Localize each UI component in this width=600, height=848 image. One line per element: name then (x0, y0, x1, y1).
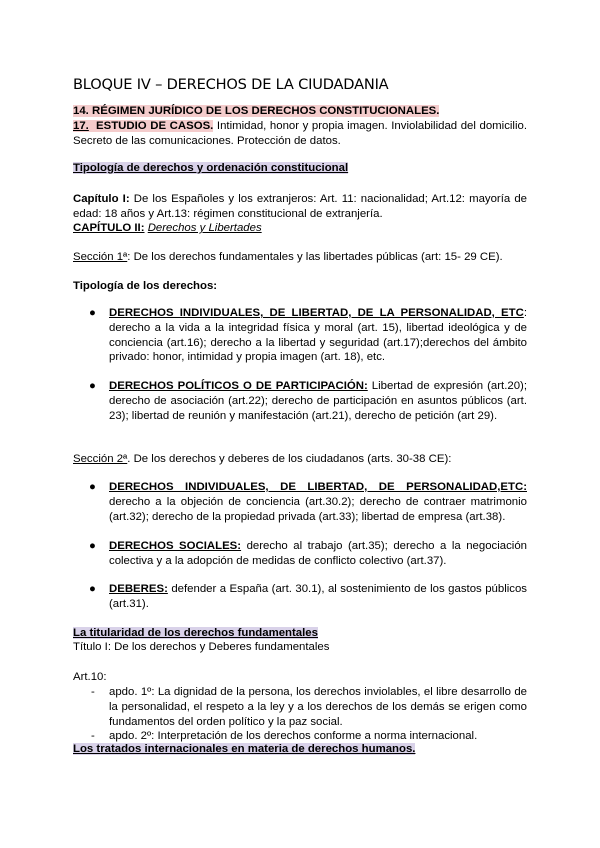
bullet-head: DERECHOS SOCIALES: (109, 540, 242, 552)
bullet-text: defender a España (art. 30.1), al sostenimiento de los gastos públicos (art.31). (109, 583, 527, 610)
art10-label: Art.10: (73, 671, 107, 683)
list-item: ● DERECHOS SOCIALES: derecho al trabajo (art.35); derecho a la negociación colectiva y a la adopción de medidas de conflicto colectivo (art.37). (89, 540, 527, 567)
capitulo-1 (73, 192, 527, 222)
seccion-2-label: Sección 2ª (73, 453, 128, 465)
capitulo-1-label: Capítulo I: (73, 193, 130, 205)
topics-block (73, 104, 527, 148)
topic-17-number: 17. (73, 119, 89, 132)
bullet-list-seccion-2a (73, 480, 527, 524)
topic-17-description: Intimidad, honor y propia imagen. Inviolabilidad del domicilio. Secreto de las comunicaciones. Protección de datos. (73, 119, 527, 147)
art10-item-text: apdo. 2º: Interpretación de los derechos conforme a norma internacional. (109, 730, 478, 743)
list-item: ● DERECHOS POLÍTICOS O DE PARTICIPACIÓN: Libertad de expresión (art.20); derecho de asociación (art.22); derecho de participación en asuntos públicos (art. 23); libertad de reunión y manifestación (art.21), derecho de petición (art 29). (89, 380, 528, 422)
seccion-2-text: . De los derechos y deberes de los ciudadanos (arts. 30-38 CE): (127, 453, 452, 465)
capitulo-2 (73, 221, 527, 236)
bullet-head: DEBERES: (109, 583, 168, 595)
capitulo-1-text: De los Españoles y los extranjeros: Art. 11: nacionalidad; Art.12: mayoría de edad: 18 años y Art.13: régimen constitucional de extranjería. (73, 193, 528, 220)
topic-17-title: ESTUDIO DE CASOS. (96, 119, 214, 132)
titularidad-heading (73, 626, 527, 641)
seccion-2 (73, 452, 527, 467)
tratados-heading (73, 742, 527, 757)
bullet-text: derecho a la objeción de conciencia (art.30.2); derecho de contraer matrimonio (art.32); derecho de la propiedad privada (art.33); libertad de empresa (art.38). (109, 495, 527, 523)
list-item: - apdo. 1º: La dignidad de la persona, los derechos inviolables, el libre desarrollo de la personalidad, el respeto a la ley y a los derechos de los demás se erigen como fundamentos del orden político y la paz social. (91, 686, 527, 728)
list-item: ● DERECHOS INDIVIDUALES, DE LIBERTAD, DE LA PERSONALIDAD, ETC: derecho a la vida a la integridad física y moral (art. 15), libertad ideológica y de conciencia (art.16); derecho a la libertad y seguridad (art.17);derechos del ámbito privado: honor, intimidad y propia imagen (art. 18), etc. (89, 307, 527, 364)
art10-list (73, 685, 527, 744)
titularidad-heading-text: La titularidad de los derechos fundamentales (73, 627, 318, 639)
capitulo-2-label: CAPÍTULO II: (73, 222, 145, 234)
bullet-head: DERECHOS INDIVIDUALES, DE LIBERTAD, DE PERSONALIDAD,ETC: (109, 481, 527, 493)
section-heading-tipologia (73, 161, 527, 176)
titularidad-sub: Título I: De los derechos y Deberes fundamentales (73, 641, 330, 653)
bullet-list-seccion-1 (73, 306, 527, 365)
seccion-1 (73, 250, 527, 265)
bullet-text: derecho al trabajo (art.35); derecho a la negociación colectiva y a la adopción de medidas de conflicto colectivo (art.37). (109, 540, 527, 567)
seccion-1-label: Sección 1ª (73, 251, 128, 263)
bullet-text: : derecho a la vida a la integridad física y moral (art. 15), libertad ideológica y de conciencia (art.16); derecho a la libertad y seguridad (art.17);derechos del ámbito privado: honor, intimidad y propia imagen (art. 18), etc. (109, 307, 527, 364)
topic-14-text: 14. RÉGIMEN JURÍDICO DE LOS DERECHOS CONSTITUCIONALES. (73, 105, 440, 117)
section-heading-tipologia-text: Tipología de derechos y ordenación constitucional (73, 162, 349, 174)
bullet-list-seccion-2b (73, 539, 527, 569)
bullet-list-seccion-1b (73, 379, 527, 423)
list-item: ● DEBERES: defender a España (art. 30.1), al sostenimiento de los gastos públicos (art.31). (89, 583, 527, 610)
topic-17-heading (73, 120, 213, 132)
list-item: ● DERECHOS INDIVIDUALES, DE LIBERTAD, DE PERSONALIDAD,ETC: derecho a la objeción de conciencia (art.30.2); derecho de contraer matrimonio (art.32); derecho de la propiedad privada (art.33); libertad de empresa (art.38). (89, 481, 527, 523)
topic-17 (73, 119, 527, 149)
bullet-text: Libertad de expresión (art.20); derecho de asociación (art.22); derecho de participación en asuntos públicos (art. 23); libertad de reunión y manifestación (art.21), derecho de petición (art 29). (109, 380, 528, 422)
topic-14 (73, 104, 527, 119)
bullet-head: DERECHOS POLÍTICOS O DE PARTICIPACIÓN: (109, 380, 368, 392)
seccion-1-text: : De los derechos fundamentales y las libertades públicas (art: 15- 29 CE). (127, 251, 503, 263)
list-item: - apdo. 2º: Interpretación de los derechos conforme a norma internacional. (91, 730, 478, 743)
bullet-head: DERECHOS INDIVIDUALES, DE LIBERTAD, DE LA PERSONALIDAD, ETC (109, 307, 524, 319)
document-title: BLOQUE IV – DERECHOS DE LA CIUDADANIA (73, 76, 389, 93)
bullet-list-seccion-2c (73, 582, 527, 612)
art10-item-text: apdo. 1º: La dignidad de la persona, los derechos inviolables, el libre desarrollo de la personalidad, el respeto a la ley y a los derechos de los demás se erigen como fundamentos del orden político y la paz social. (109, 686, 527, 728)
tipologia-heading: Tipología de los derechos: (73, 280, 218, 292)
tratados-heading-text: Los tratados internacionales en materia de derechos humanos. (73, 743, 416, 755)
capitulo-2-text: Derechos y Libertades (147, 222, 262, 234)
